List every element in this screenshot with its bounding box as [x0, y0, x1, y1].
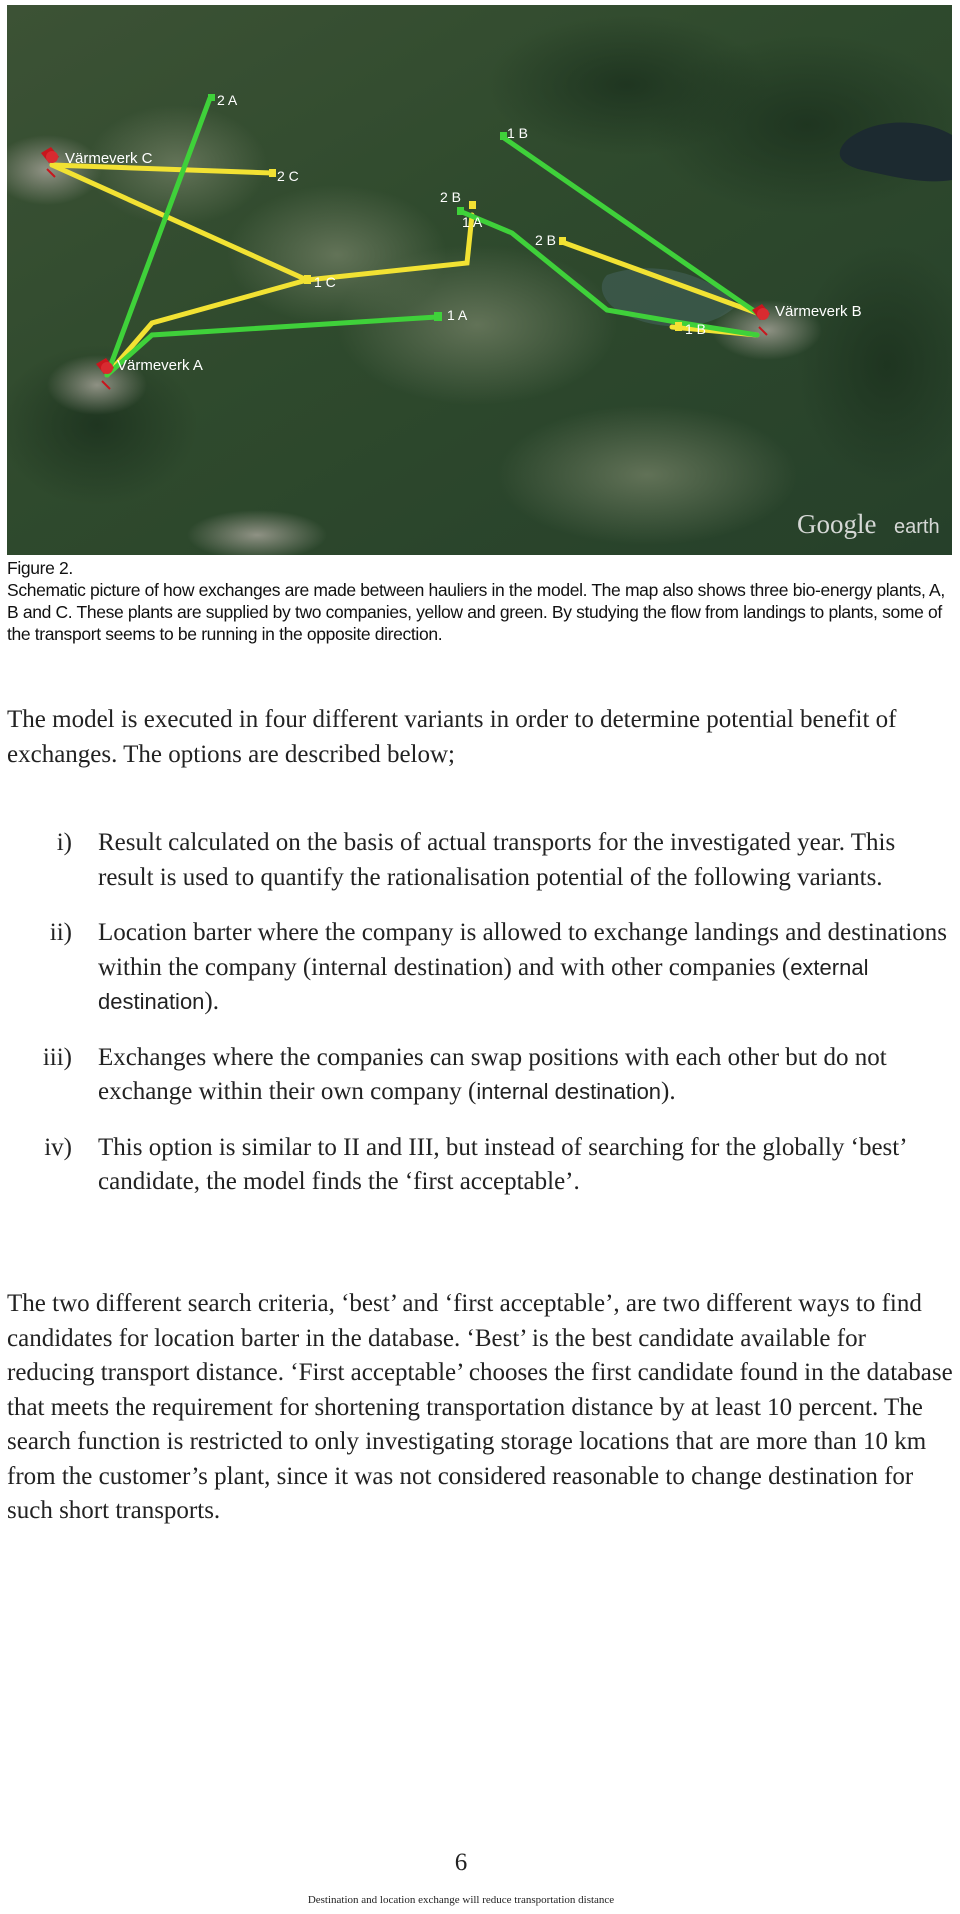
label-1b-top: 1 B [507, 125, 529, 141]
label-2b-top: 2 B [440, 189, 462, 205]
farmland-patch [497, 405, 797, 545]
landing-marker-green [434, 312, 442, 321]
farmland-patch [337, 245, 617, 405]
landing-marker-green [500, 132, 507, 140]
label-1a-top: 1 A [462, 214, 483, 230]
list-item-term: external destination [98, 954, 869, 1014]
list-item-text: Exchanges where the companies can swap positions with each other but do not exchange within their own company ( [98, 1043, 887, 1105]
satellite-map-figure [7, 5, 952, 555]
running-footer: Destination and location exchange will reduce transportation distance [307, 1894, 615, 1906]
label-1a-low: 1 A [447, 307, 468, 323]
label-1c: 1 C [314, 274, 336, 290]
variant-list [0, 826, 960, 1200]
watermark-google: Google [797, 509, 877, 539]
list-item-number: i) [56, 829, 72, 856]
forest-patch [487, 15, 767, 155]
landing-marker-yellow [469, 201, 476, 209]
landing-marker-green [208, 94, 215, 101]
list-item-text: Result calculated on the basis of actual transports for the investigated year. This result is used to quantify the rationalisation potential of the following variants. [98, 829, 896, 891]
list-item [0, 1041, 948, 1110]
landing-marker-yellow [269, 169, 276, 177]
search-criteria-paragraph: The two different search criteria, ‘best’ and ‘first acceptable’, are two different ways to find candidates for location barter in the database. ‘Best’ is the best candidate available for reducing transport distance. ‘First acceptable’ chooses the first candidate found in the database that meets the requirement for shortening transportation distance by at least 10 percent. The search function is restricted to only investigating storage locations that are more than 10 km from the customer’s plant, since it was not considered reasonable to change destination for such short transports. [7, 1290, 953, 1524]
list-item-text-end: ). [204, 988, 219, 1015]
figure-caption [7, 557, 952, 645]
label-2c: 2 C [277, 168, 299, 184]
label-1b-low: 1 B [685, 321, 707, 337]
label-2a: 2 A [217, 92, 238, 108]
landing-marker-yellow [559, 237, 566, 245]
label-2b-mid: 2 B [535, 232, 557, 248]
list-item-number: iii) [42, 1043, 72, 1071]
list-item-number: ii) [49, 919, 72, 946]
watermark-earth: earth [894, 516, 940, 538]
label-varmeverk-c: Värmeverk C [65, 150, 153, 167]
landing-marker-yellow [304, 275, 311, 284]
caption-label: Figure 2. [7, 558, 73, 578]
label-varmeverk-a: Värmeverk A [117, 357, 203, 374]
list-item-text: This option is similar to II and III, but instead of searching for the globally ‘best’ candidate, the model finds the ‘first acceptable’. [98, 1133, 906, 1195]
caption-text: Schematic picture of how exchanges are made between hauliers in the model. The map also shows three bio-energy plants, A, B and C. These plants are supplied by two companies, yellow and green. By studying the flow from landings to plants, some of the transport seems to be running in the opposite direction. [7, 580, 945, 644]
list-item-text: Location barter where the company is allowed to exchange landings and destinations within the company (internal destination) and with other companies ( [98, 919, 948, 981]
list-item [0, 826, 948, 895]
list-item-number: iv) [44, 1133, 72, 1161]
page-number: 6 [454, 1849, 468, 1876]
label-varmeverk-b: Värmeverk B [775, 303, 862, 320]
list-item-term: internal destination [476, 1079, 662, 1104]
landing-marker-yellow [675, 322, 682, 331]
list-item-text-end: ). [661, 1078, 676, 1105]
map-canvas [7, 5, 952, 555]
intro-paragraph: The model is executed in four different variants in order to determine potential benefit of exchanges. The options are described below; [7, 706, 897, 768]
list-item [0, 916, 948, 1020]
list-item [0, 1131, 948, 1200]
